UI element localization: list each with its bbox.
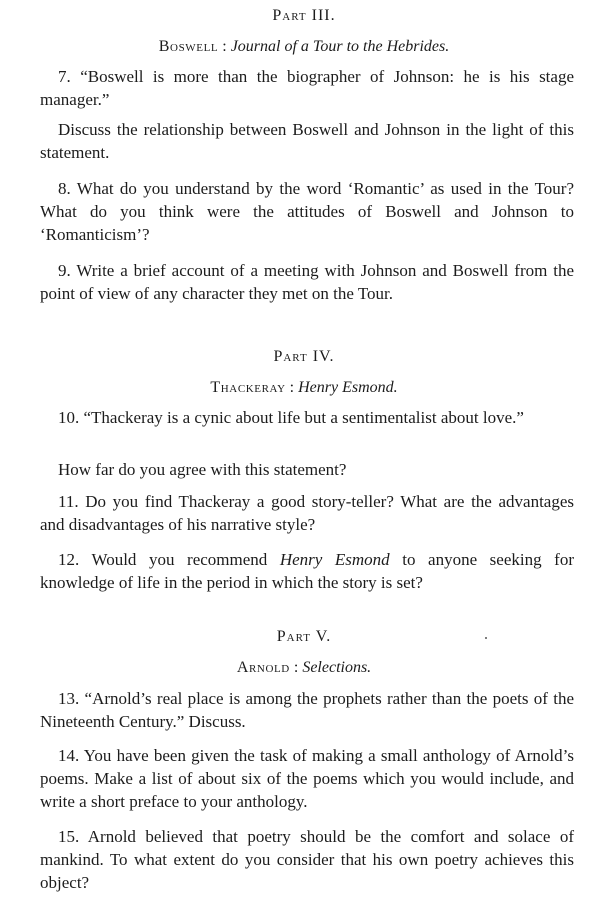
question-7-instruction: Discuss the relationship between Boswell and Johnson in the light of this statement. — [40, 120, 574, 162]
part-5-heading: Part V. — [276, 628, 332, 645]
question-15: 15. Arnold believed that poetry should be the comfort and solace of mankind. To what extent do you consider that his own poetry achieves this object? — [40, 827, 574, 892]
part-4-heading: Part IV. — [273, 348, 335, 365]
question-9: 9. Write a brief account of a meeting with Johnson and Boswell from the point of view of any character they met on the Tour. — [40, 261, 574, 303]
question-13: 13. “Arnold’s real place is among the prophets rather than the poets of the Nineteenth Century.” Discuss. — [40, 689, 574, 731]
part-3-work: Journal of a Tour to the Hebrides. — [230, 38, 450, 55]
part-4-work: Henry Esmond. — [298, 379, 398, 396]
question-12 — [40, 548, 574, 594]
question-7: 7. “Boswell is more than the biographer of Johnson: he is his stage manager.” — [40, 67, 574, 109]
part-5-work: Selections. — [302, 659, 372, 676]
part-4-subject — [0, 378, 608, 398]
part-5-author: Arnold — [236, 659, 290, 676]
part-3-colon: : — [218, 38, 231, 55]
question-8: 8. What do you understand by the word ‘Romantic’ as used in the Tour? What do you think were the attitudes of Boswell and Johnson to ‘Romanticism’? — [40, 179, 574, 244]
part-3-subject — [0, 37, 608, 57]
part-4-colon: : — [285, 379, 299, 396]
question-10-instruction: How far do you agree with this statement? — [58, 460, 347, 479]
question-12-title: Henry Esmond — [279, 550, 390, 569]
part-5-subject — [0, 658, 608, 678]
question-14: 14. You have been given the task of making a small anthology of Arnold’s poems. Make a list of about six of the poems which you would include, and write a short preface to your anthology. — [40, 746, 574, 811]
part-3-heading: Part III. — [272, 7, 336, 24]
question-12-pre: 12. Would you recommend — [58, 550, 280, 569]
question-11: 11. Do you find Thackeray a good story-teller? What are the advantages and disadvantages of his narrative style? — [40, 492, 574, 534]
question-10: 10. “Thackeray is a cynic about life but a sentimentalist about love.” — [58, 408, 524, 427]
part-4-author: Thackeray — [210, 379, 286, 396]
part-3-author: Boswell — [158, 38, 219, 55]
part-5-colon: : — [289, 659, 303, 676]
question-12-post: to anyone seeking for knowledge of life in the period in which the story is set? — [40, 550, 574, 592]
